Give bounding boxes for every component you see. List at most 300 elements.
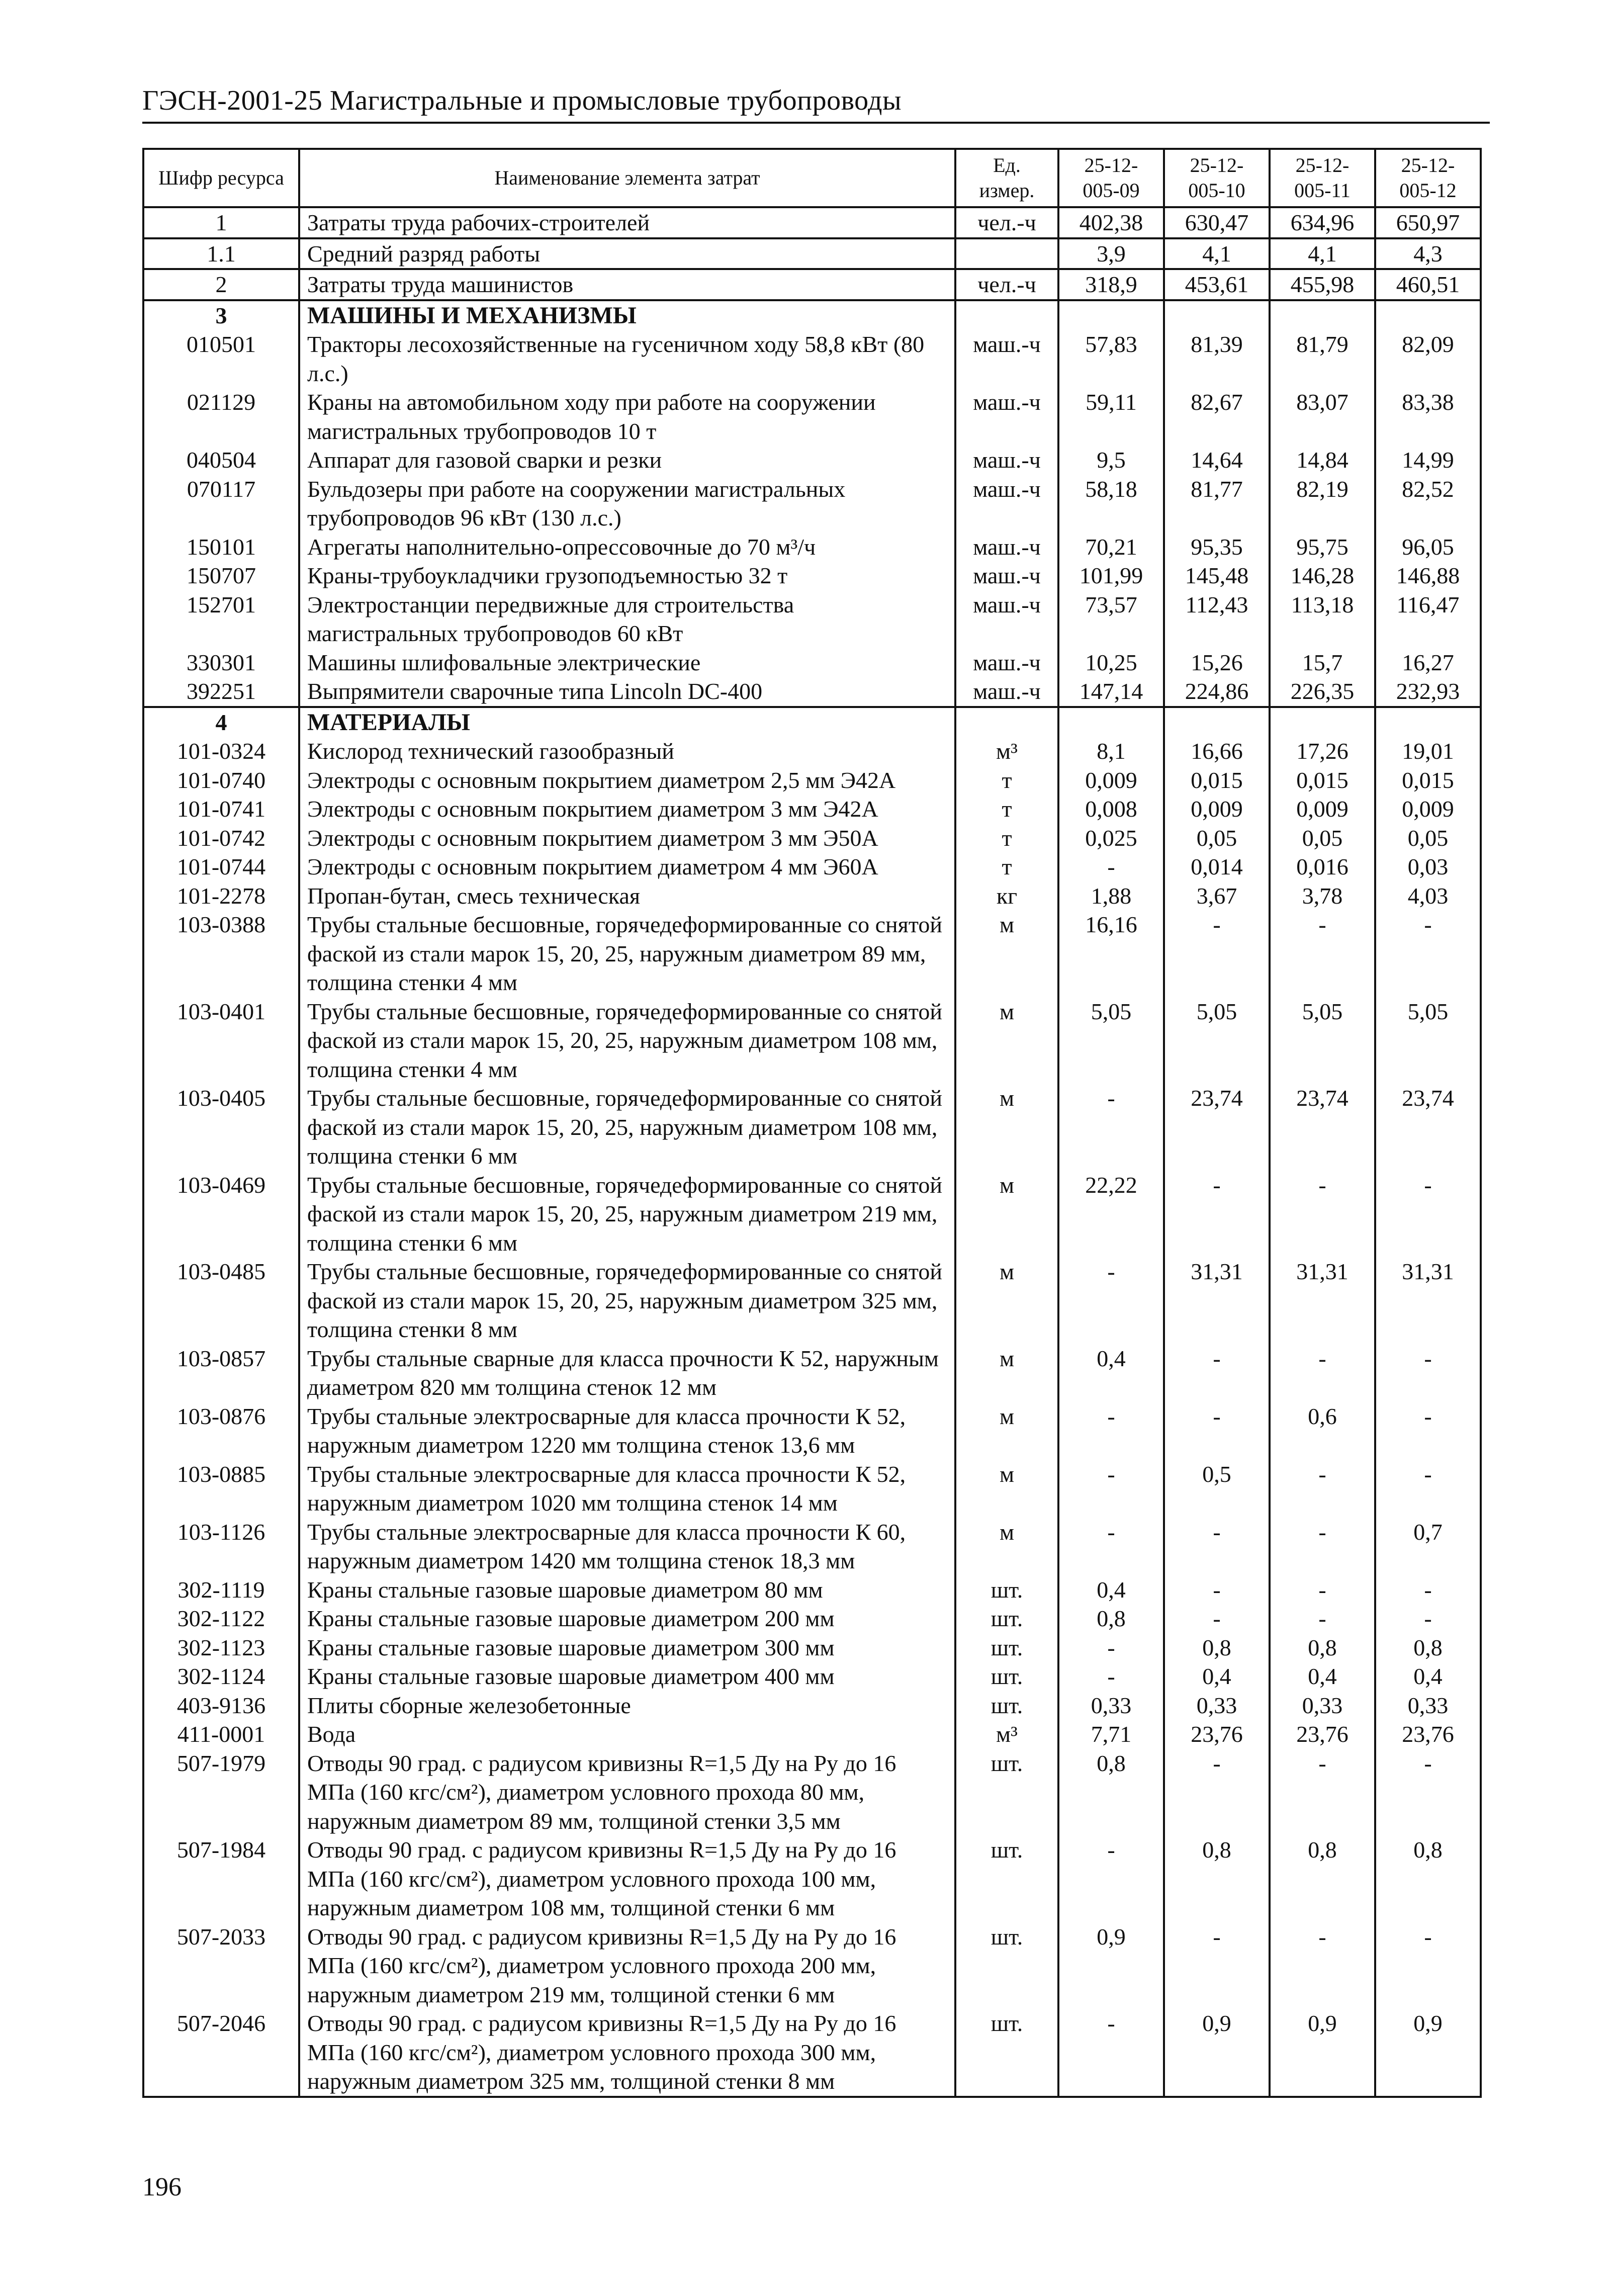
resource-name: Пропан-бутан, смесь техническая	[299, 881, 955, 911]
resource-table	[142, 148, 1482, 2098]
value-cell: 402,38	[1058, 207, 1164, 238]
resource-unit: т	[955, 766, 1058, 795]
resource-code: 103-0405	[143, 1084, 299, 1171]
resource-unit: шт.	[955, 1604, 1058, 1633]
resource-name: Вода	[299, 1720, 955, 1749]
table-row	[143, 1922, 1481, 2009]
value-cell: -	[1375, 1575, 1481, 1605]
value-cell: 0,8	[1164, 1835, 1270, 1922]
table-row	[143, 1835, 1481, 1922]
resource-code: 330301	[143, 648, 299, 677]
running-head: ГЭСН-2001-25 Магистральные и промысловые трубопроводы	[142, 85, 902, 116]
value-cell: 23,74	[1164, 1084, 1270, 1171]
resource-code: 103-1126	[143, 1518, 299, 1575]
table-row	[143, 269, 1481, 300]
resource-unit: м³	[955, 1720, 1058, 1749]
value-cell: 5,05	[1058, 997, 1164, 1084]
value-cell: 0,05	[1375, 824, 1481, 853]
value-cell: -	[1164, 1749, 1270, 1836]
value-cell: -	[1058, 2009, 1164, 2097]
resource-code: 101-0324	[143, 737, 299, 766]
resource-unit: маш.-ч	[955, 648, 1058, 677]
table-row	[143, 1460, 1481, 1518]
value-cell: 0,008	[1058, 794, 1164, 824]
value-cell: 95,75	[1270, 533, 1375, 562]
value-cell: -	[1270, 1518, 1375, 1575]
resource-unit	[955, 238, 1058, 270]
resource-name: Краны-трубоукладчики грузоподъемностью 32 т	[299, 561, 955, 590]
resource-code: 021129	[143, 388, 299, 446]
value-cell: 0,05	[1270, 824, 1375, 853]
resource-unit: шт.	[955, 1749, 1058, 1836]
resource-code: 103-0469	[143, 1171, 299, 1258]
value-cell: -	[1164, 1922, 1270, 2009]
resource-name: Плиты сборные железобетонные	[299, 1691, 955, 1720]
header-rule	[142, 122, 1490, 124]
value-cell: 19,01	[1375, 737, 1481, 766]
value-cell	[1164, 707, 1270, 737]
value-cell: 10,25	[1058, 648, 1164, 677]
resource-code: 302-1119	[143, 1575, 299, 1605]
resource-unit: м³	[955, 737, 1058, 766]
value-cell: 23,76	[1164, 1720, 1270, 1749]
resource-unit: маш.-ч	[955, 590, 1058, 648]
resource-name: Затраты труда рабочих-строителей	[299, 207, 955, 238]
value-cell: 16,66	[1164, 737, 1270, 766]
table-row	[143, 388, 1481, 446]
resource-unit	[955, 707, 1058, 737]
value-cell: -	[1164, 1344, 1270, 1402]
value-cell: 23,76	[1270, 1720, 1375, 1749]
resource-code: 403-9136	[143, 1691, 299, 1720]
value-cell: 0,025	[1058, 824, 1164, 853]
value-cell: -	[1375, 1344, 1481, 1402]
value-cell: -	[1270, 1460, 1375, 1518]
value-cell	[1058, 300, 1164, 330]
value-cell: -	[1164, 1575, 1270, 1605]
resource-name: Краны стальные газовые шаровые диаметром 80 мм	[299, 1575, 955, 1605]
value-cell: -	[1270, 1922, 1375, 2009]
value-cell: 147,14	[1058, 677, 1164, 707]
resource-unit: м	[955, 910, 1058, 997]
resource-code: 010501	[143, 330, 299, 388]
value-cell: 0,7	[1375, 1518, 1481, 1575]
value-cell: 116,47	[1375, 590, 1481, 648]
resource-unit: маш.-ч	[955, 475, 1058, 533]
value-cell	[1270, 300, 1375, 330]
value-cell: 101,99	[1058, 561, 1164, 590]
resource-code: 040504	[143, 446, 299, 475]
value-cell: -	[1058, 1633, 1164, 1662]
table-row	[143, 2009, 1481, 2097]
value-cell: -	[1270, 1575, 1375, 1605]
value-cell: 0,015	[1375, 766, 1481, 795]
header-code: Шифр ресурса	[143, 149, 299, 207]
value-cell: 17,26	[1270, 737, 1375, 766]
table-row	[143, 238, 1481, 270]
resource-unit: м	[955, 1257, 1058, 1344]
table-row	[143, 1633, 1481, 1662]
table-row	[143, 1518, 1481, 1575]
resource-name: Электростанции передвижные для строительства магистральных трубопроводов 60 кВт	[299, 590, 955, 648]
header-name: Наименование элемента затрат	[299, 149, 955, 207]
resource-unit: м	[955, 1402, 1058, 1460]
value-cell: 5,05	[1375, 997, 1481, 1084]
resource-name: Кислород технический газообразный	[299, 737, 955, 766]
value-cell: 0,009	[1164, 794, 1270, 824]
value-cell: 145,48	[1164, 561, 1270, 590]
resource-unit: т	[955, 794, 1058, 824]
resource-name: Средний разряд работы	[299, 238, 955, 270]
value-cell: 4,1	[1270, 238, 1375, 270]
value-cell: 82,09	[1375, 330, 1481, 388]
table-row	[143, 852, 1481, 881]
resource-code: 103-0857	[143, 1344, 299, 1402]
value-cell: 31,31	[1375, 1257, 1481, 1344]
value-cell: 146,28	[1270, 561, 1375, 590]
value-cell: 81,79	[1270, 330, 1375, 388]
table-row	[143, 677, 1481, 707]
page-number: 196	[142, 2173, 182, 2201]
resource-name: Отводы 90 град. с радиусом кривизны R=1,5 Ду на Ру до 16 МПа (160 кгс/см²), диаметром условного прохода 300 мм, наружным диаметром 325 мм, толщиной стенки 8 мм	[299, 2009, 955, 2097]
table-row	[143, 737, 1481, 766]
value-cell: -	[1375, 1604, 1481, 1633]
resource-code: 507-2033	[143, 1922, 299, 2009]
resource-code: 507-2046	[143, 2009, 299, 2097]
value-cell: 0,009	[1270, 794, 1375, 824]
value-cell: -	[1164, 910, 1270, 997]
value-cell	[1164, 300, 1270, 330]
resource-unit: шт.	[955, 1575, 1058, 1605]
value-cell: 634,96	[1270, 207, 1375, 238]
table-row	[143, 1257, 1481, 1344]
value-cell: 0,9	[1164, 2009, 1270, 2097]
value-cell: 82,67	[1164, 388, 1270, 446]
value-cell: 22,22	[1058, 1171, 1164, 1258]
resource-code: 103-0876	[143, 1402, 299, 1460]
table-row	[143, 1575, 1481, 1605]
resource-unit: шт.	[955, 1662, 1058, 1691]
value-cell: -	[1058, 852, 1164, 881]
resource-code: 101-0741	[143, 794, 299, 824]
table-row	[143, 1344, 1481, 1402]
table-row	[143, 997, 1481, 1084]
resource-code: 507-1979	[143, 1749, 299, 1836]
value-cell: -	[1058, 1835, 1164, 1922]
value-cell: 0,4	[1058, 1575, 1164, 1605]
value-cell: 146,88	[1375, 561, 1481, 590]
value-cell: -	[1270, 1344, 1375, 1402]
resource-code: 101-0740	[143, 766, 299, 795]
resource-unit: шт.	[955, 1691, 1058, 1720]
table-header-row	[143, 149, 1481, 207]
value-cell: -	[1058, 1402, 1164, 1460]
value-cell: -	[1164, 1604, 1270, 1633]
value-cell: 57,83	[1058, 330, 1164, 388]
table-row	[143, 533, 1481, 562]
value-cell: 9,5	[1058, 446, 1164, 475]
table-row	[143, 330, 1481, 388]
resource-unit: чел.-ч	[955, 207, 1058, 238]
value-cell: -	[1270, 1749, 1375, 1836]
value-cell: 0,33	[1058, 1691, 1164, 1720]
resource-name: Краны на автомобильном ходу при работе на сооружении магистральных трубопроводов 10 т	[299, 388, 955, 446]
table-row	[143, 1749, 1481, 1836]
resource-unit: маш.-ч	[955, 446, 1058, 475]
resource-code: 302-1124	[143, 1662, 299, 1691]
value-cell: 650,97	[1375, 207, 1481, 238]
table-row	[143, 1084, 1481, 1171]
table-row	[143, 910, 1481, 997]
value-cell: 630,47	[1164, 207, 1270, 238]
value-cell	[1058, 707, 1164, 737]
resource-code: 1.1	[143, 238, 299, 270]
value-cell: 58,18	[1058, 475, 1164, 533]
value-cell: 0,33	[1164, 1691, 1270, 1720]
resource-name: Трубы стальные бесшовные, горячедеформированные со снятой фаской из стали марок 15, 20, 25, наружным диаметром 108 мм, толщина стенки 6 мм	[299, 1084, 955, 1171]
table-row	[143, 207, 1481, 238]
resource-code: 507-1984	[143, 1835, 299, 1922]
value-cell: 0,8	[1375, 1835, 1481, 1922]
value-cell: -	[1270, 1604, 1375, 1633]
resource-name: Бульдозеры при работе на сооружении магистральных трубопроводов 96 кВт (130 л.с.)	[299, 475, 955, 533]
value-cell: 0,8	[1164, 1633, 1270, 1662]
value-cell: 224,86	[1164, 677, 1270, 707]
value-cell: 0,8	[1270, 1633, 1375, 1662]
resource-code: 2	[143, 269, 299, 300]
resource-unit: кг	[955, 881, 1058, 911]
resource-unit: маш.-ч	[955, 388, 1058, 446]
value-cell: 460,51	[1375, 269, 1481, 300]
resource-unit: м	[955, 997, 1058, 1084]
table-row	[143, 824, 1481, 853]
resource-unit: т	[955, 824, 1058, 853]
resource-unit: м	[955, 1084, 1058, 1171]
resource-name: Трубы стальные электросварные для класса прочности К 60, наружным диаметром 1420 мм толщина стенок 18,3 мм	[299, 1518, 955, 1575]
resource-name: Краны стальные газовые шаровые диаметром 200 мм	[299, 1604, 955, 1633]
resource-unit: м	[955, 1171, 1058, 1258]
resource-name: Электроды с основным покрытием диаметром 3 мм Э50А	[299, 824, 955, 853]
table-row	[143, 1171, 1481, 1258]
value-cell: 0,4	[1375, 1662, 1481, 1691]
resource-name: Краны стальные газовые шаровые диаметром 400 мм	[299, 1662, 955, 1691]
resource-unit: м	[955, 1518, 1058, 1575]
resource-name: МАТЕРИАЛЫ	[299, 707, 955, 737]
value-cell: -	[1375, 1460, 1481, 1518]
resource-name: Агрегаты наполнительно-опрессовочные до 70 м³/ч	[299, 533, 955, 562]
value-cell: 5,05	[1164, 997, 1270, 1084]
value-cell: 16,27	[1375, 648, 1481, 677]
value-cell: 81,77	[1164, 475, 1270, 533]
value-cell: -	[1375, 1749, 1481, 1836]
value-cell: 0,05	[1164, 824, 1270, 853]
value-cell: 31,31	[1270, 1257, 1375, 1344]
resource-name: Выпрямители сварочные типа Lincoln DC-400	[299, 677, 955, 707]
value-cell: -	[1375, 910, 1481, 997]
value-cell: -	[1270, 910, 1375, 997]
value-cell: 4,1	[1164, 238, 1270, 270]
value-cell	[1375, 707, 1481, 737]
value-cell: -	[1270, 1171, 1375, 1258]
value-cell: 0,014	[1164, 852, 1270, 881]
table-row	[143, 1402, 1481, 1460]
value-cell: 0,33	[1270, 1691, 1375, 1720]
value-cell: 0,6	[1270, 1402, 1375, 1460]
header-col-2: 25-12-005-10	[1164, 149, 1270, 207]
resource-code: 103-0401	[143, 997, 299, 1084]
value-cell: 15,7	[1270, 648, 1375, 677]
resource-name: Трубы стальные электросварные для класса прочности К 52, наружным диаметром 1020 мм толщина стенок 14 мм	[299, 1460, 955, 1518]
value-cell: 0,8	[1270, 1835, 1375, 1922]
resource-code: 4	[143, 707, 299, 737]
resource-unit: т	[955, 852, 1058, 881]
resource-name: Электроды с основным покрытием диаметром 4 мм Э60А	[299, 852, 955, 881]
resource-name: Отводы 90 град. с радиусом кривизны R=1,5 Ду на Ру до 16 МПа (160 кгс/см²), диаметром условного прохода 200 мм, наружным диаметром 219 мм, толщиной стенки 6 мм	[299, 1922, 955, 2009]
resource-code: 3	[143, 300, 299, 330]
resource-code: 152701	[143, 590, 299, 648]
resource-unit: шт.	[955, 1835, 1058, 1922]
resource-name: Электроды с основным покрытием диаметром 3 мм Э42А	[299, 794, 955, 824]
resource-code: 392251	[143, 677, 299, 707]
value-cell: 73,57	[1058, 590, 1164, 648]
value-cell: 16,16	[1058, 910, 1164, 997]
value-cell: 113,18	[1270, 590, 1375, 648]
header-col-3: 25-12-005-11	[1270, 149, 1375, 207]
value-cell: -	[1058, 1460, 1164, 1518]
table-row	[143, 1662, 1481, 1691]
table-row	[143, 648, 1481, 677]
resource-unit: шт.	[955, 1633, 1058, 1662]
value-cell: 0,03	[1375, 852, 1481, 881]
resource-code: 150707	[143, 561, 299, 590]
header-unit: Ед. измер.	[955, 149, 1058, 207]
value-cell: 0,8	[1058, 1604, 1164, 1633]
table-row	[143, 475, 1481, 533]
value-cell: 232,93	[1375, 677, 1481, 707]
section-row	[143, 300, 1481, 330]
resource-name: Трубы стальные бесшовные, горячедеформированные со снятой фаской из стали марок 15, 20, 25, наружным диаметром 325 мм, толщина стенки 8 мм	[299, 1257, 955, 1344]
resource-unit: шт.	[955, 1922, 1058, 2009]
value-cell: 59,11	[1058, 388, 1164, 446]
resource-code: 103-0485	[143, 1257, 299, 1344]
value-cell: 83,38	[1375, 388, 1481, 446]
resource-name: Электроды с основным покрытием диаметром 2,5 мм Э42А	[299, 766, 955, 795]
resource-name: МАШИНЫ И МЕХАНИЗМЫ	[299, 300, 955, 330]
value-cell: 15,26	[1164, 648, 1270, 677]
resource-code: 101-0744	[143, 852, 299, 881]
value-cell: 0,8	[1375, 1633, 1481, 1662]
resource-unit: м	[955, 1460, 1058, 1518]
value-cell: 14,84	[1270, 446, 1375, 475]
resource-code: 101-0742	[143, 824, 299, 853]
table-body	[143, 207, 1481, 2097]
resource-code: 103-0388	[143, 910, 299, 997]
value-cell: 3,9	[1058, 238, 1164, 270]
value-cell: -	[1375, 1402, 1481, 1460]
table-row	[143, 794, 1481, 824]
resource-name: Затраты труда машинистов	[299, 269, 955, 300]
value-cell: 5,05	[1270, 997, 1375, 1084]
resource-code: 302-1123	[143, 1633, 299, 1662]
value-cell: 0,015	[1270, 766, 1375, 795]
table-row	[143, 1604, 1481, 1633]
resource-code: 070117	[143, 475, 299, 533]
value-cell: -	[1375, 1171, 1481, 1258]
value-cell: -	[1058, 1084, 1164, 1171]
value-cell: 0,009	[1375, 794, 1481, 824]
value-cell: 0,9	[1270, 2009, 1375, 2097]
resource-name: Отводы 90 град. с радиусом кривизны R=1,5 Ду на Ру до 16 МПа (160 кгс/см²), диаметром условного прохода 80 мм, наружным диаметром 89 мм, толщиной стенки 3,5 мм	[299, 1749, 955, 1836]
resource-name: Аппарат для газовой сварки и резки	[299, 446, 955, 475]
resource-unit: маш.-ч	[955, 561, 1058, 590]
header-col-1: 25-12-005-09	[1058, 149, 1164, 207]
resource-name: Трубы стальные бесшовные, горячедеформированные со снятой фаской из стали марок 15, 20, 25, наружным диаметром 219 мм, толщина стенки 6 мм	[299, 1171, 955, 1258]
table-row	[143, 561, 1481, 590]
value-cell: 0,009	[1058, 766, 1164, 795]
resource-name: Краны стальные газовые шаровые диаметром 300 мм	[299, 1633, 955, 1662]
resource-code: 1	[143, 207, 299, 238]
resource-name: Трубы стальные бесшовные, горячедеформированные со снятой фаской из стали марок 15, 20, 25, наружным диаметром 89 мм, толщина стенки 4 мм	[299, 910, 955, 997]
value-cell	[1375, 300, 1481, 330]
resource-unit: маш.-ч	[955, 677, 1058, 707]
value-cell: 4,3	[1375, 238, 1481, 270]
value-cell: 0,4	[1164, 1662, 1270, 1691]
value-cell: -	[1058, 1662, 1164, 1691]
value-cell: -	[1375, 1922, 1481, 2009]
value-cell: 81,39	[1164, 330, 1270, 388]
value-cell: 0,016	[1270, 852, 1375, 881]
value-cell: 4,03	[1375, 881, 1481, 911]
resource-unit: шт.	[955, 2009, 1058, 2097]
value-cell: -	[1164, 1518, 1270, 1575]
resource-name: Отводы 90 град. с радиусом кривизны R=1,5 Ду на Ру до 16 МПа (160 кгс/см²), диаметром условного прохода 100 мм, наружным диаметром 108 мм, толщиной стенки 6 мм	[299, 1835, 955, 1922]
resource-unit: чел.-ч	[955, 269, 1058, 300]
value-cell: 0,9	[1058, 1922, 1164, 2009]
resource-unit: м	[955, 1344, 1058, 1402]
value-cell: 31,31	[1164, 1257, 1270, 1344]
value-cell: 83,07	[1270, 388, 1375, 446]
resource-code: 411-0001	[143, 1720, 299, 1749]
resource-code: 101-2278	[143, 881, 299, 911]
table-row	[143, 590, 1481, 648]
resource-name: Трубы стальные электросварные для класса прочности К 52, наружным диаметром 1220 мм толщина стенок 13,6 мм	[299, 1402, 955, 1460]
resource-name: Тракторы лесохозяйственные на гусеничном ходу 58,8 кВт (80 л.с.)	[299, 330, 955, 388]
resource-name: Машины шлифовальные электрические	[299, 648, 955, 677]
table-row	[143, 881, 1481, 911]
value-cell: 453,61	[1164, 269, 1270, 300]
table-row	[143, 1720, 1481, 1749]
value-cell: 0,5	[1164, 1460, 1270, 1518]
value-cell: 455,98	[1270, 269, 1375, 300]
resource-unit: маш.-ч	[955, 330, 1058, 388]
value-cell: 82,52	[1375, 475, 1481, 533]
value-cell: 318,9	[1058, 269, 1164, 300]
value-cell: 0,4	[1058, 1344, 1164, 1402]
resource-name: Трубы стальные сварные для класса прочности К 52, наружным диаметром 820 мм толщина стенок 12 мм	[299, 1344, 955, 1402]
value-cell: 14,64	[1164, 446, 1270, 475]
value-cell: 70,21	[1058, 533, 1164, 562]
value-cell: 226,35	[1270, 677, 1375, 707]
value-cell: 112,43	[1164, 590, 1270, 648]
resource-unit: маш.-ч	[955, 533, 1058, 562]
value-cell: 96,05	[1375, 533, 1481, 562]
resource-unit	[955, 300, 1058, 330]
value-cell: -	[1164, 1402, 1270, 1460]
value-cell: 0,33	[1375, 1691, 1481, 1720]
value-cell: -	[1058, 1518, 1164, 1575]
value-cell: 14,99	[1375, 446, 1481, 475]
value-cell: -	[1164, 1171, 1270, 1258]
